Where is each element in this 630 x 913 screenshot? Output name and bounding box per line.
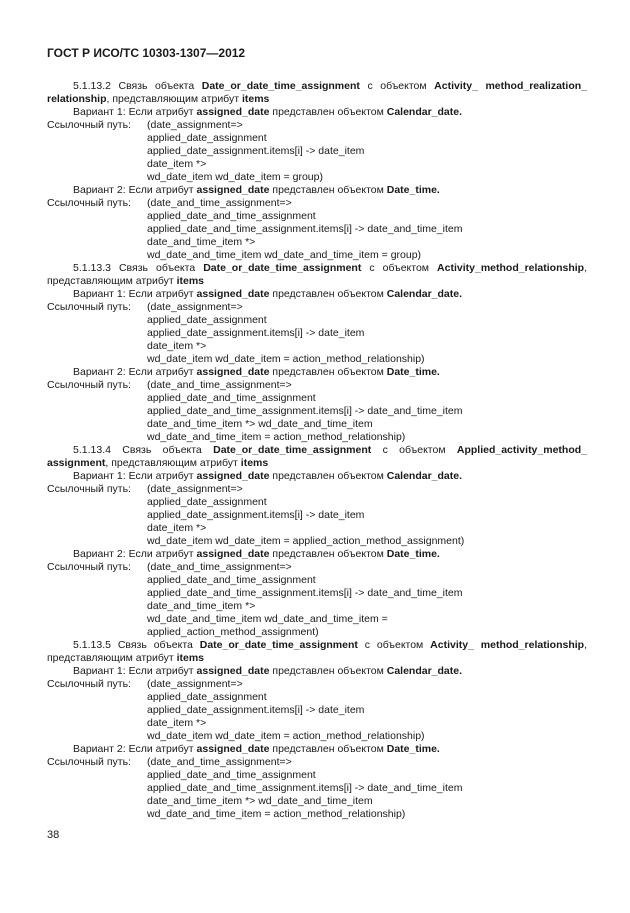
reference-path-label: Ссылочный путь: — [47, 756, 131, 768]
reference-path-line: date_and_time_item *> wd_date_and_time_item — [147, 418, 373, 430]
reference-path-line: applied_date_assignment.items[i] -> date_item — [147, 327, 365, 339]
reference-path-line: date_item *> — [147, 340, 207, 352]
reference-path-label: Ссылочный путь: — [47, 678, 131, 690]
reference-path-line: Ссылочный путь: (date_assignment=> — [47, 678, 243, 690]
reference-path-line: Ссылочный путь: (date_assignment=> — [47, 119, 243, 131]
section-title: 5.1.13.4 Связь объекта Date_or_date_time_assignment с объектом Applied_activity_method_ — [73, 444, 587, 456]
reference-path-line: applied_date_and_time_assignment.items[i] -> date_and_time_item — [147, 782, 463, 794]
reference-path-line: applied_date_and_time_assignment.items[i] -> date_and_time_item — [147, 405, 463, 417]
reference-path-line: applied_date_and_time_assignment — [147, 210, 316, 222]
reference-path-line: applied_date_and_time_assignment — [147, 392, 316, 404]
reference-path-label: Ссылочный путь: — [47, 561, 131, 573]
reference-path-line: Ссылочный путь: (date_and_time_assignment=> — [47, 379, 292, 391]
reference-path-line: wd_date_and_time_item = action_method_relationship) — [147, 431, 406, 443]
reference-path-line: applied_date_assignment.items[i] -> date_item — [147, 145, 365, 157]
reference-path-label: Ссылочный путь: — [47, 379, 131, 391]
reference-path-line: wd_date_item wd_date_item = applied_action_method_assignment) — [147, 535, 465, 547]
reference-path-line: Ссылочный путь: (date_and_time_assignment=> — [47, 561, 292, 573]
reference-path-line: Ссылочный путь: (date_assignment=> — [47, 483, 243, 495]
variant-heading: Вариант 2: Если атрибут assigned_date представлен объектом Date_time. — [73, 743, 440, 755]
reference-path-line: applied_date_assignment.items[i] -> date_item — [147, 704, 365, 716]
reference-path-line: applied_date_assignment — [147, 691, 267, 703]
reference-path-line: date_item *> — [147, 158, 207, 170]
reference-path-label: Ссылочный путь: — [47, 483, 131, 495]
reference-path-line: applied_action_method_assignment) — [147, 626, 319, 638]
reference-path-label: Ссылочный путь: — [47, 197, 131, 209]
reference-path-line: wd_date_item wd_date_item = action_method_relationship) — [147, 353, 425, 365]
variant-heading: Вариант 2: Если атрибут assigned_date представлен объектом Date_time. — [73, 548, 440, 560]
reference-path-line: wd_date_and_time_item wd_date_and_time_item = group) — [147, 249, 422, 261]
reference-path-line: applied_date_and_time_assignment — [147, 769, 316, 781]
reference-path-line: wd_date_item wd_date_item = action_method_relationship) — [147, 730, 425, 742]
reference-path-line: date_and_time_item *> — [147, 236, 256, 248]
document-body — [47, 80, 587, 821]
reference-path-line: applied_date_assignment — [147, 314, 267, 326]
reference-path-line: applied_date_and_time_assignment — [147, 574, 316, 586]
reference-path-line: wd_date_item wd_date_item = group) — [147, 171, 323, 183]
variant-heading: Вариант 1: Если атрибут assigned_date представлен объектом Calendar_date. — [73, 665, 463, 677]
variant-heading: Вариант 2: Если атрибут assigned_date представлен объектом Date_time. — [73, 366, 440, 378]
section-title-cont: представляющим атрибут items — [47, 652, 205, 664]
reference-path-label: Ссылочный путь: — [47, 301, 131, 313]
page-number: 38 — [47, 829, 60, 841]
variant-heading: Вариант 2: Если атрибут assigned_date представлен объектом Date_time. — [73, 184, 440, 196]
reference-path-line: applied_date_assignment — [147, 496, 267, 508]
reference-path-line: Ссылочный путь: (date_and_time_assignment=> — [47, 197, 292, 209]
reference-path-line: applied_date_and_time_assignment.items[i] -> date_and_time_item — [147, 587, 463, 599]
reference-path-label: Ссылочный путь: — [47, 119, 131, 131]
section-title-cont: assignment, представляющим атрибут items — [47, 457, 269, 469]
section-title-cont: relationship, представляющим атрибут items — [47, 93, 270, 105]
section-title: 5.1.13.3 Связь объекта Date_or_date_time_assignment с объектом Activity_method_relationship, — [73, 262, 587, 274]
reference-path-line: Ссылочный путь: (date_and_time_assignment=> — [47, 756, 292, 768]
section-title: 5.1.13.2 Связь объекта Date_or_date_time_assignment с объектом Activity_ method_realization_ — [73, 80, 587, 92]
reference-path-line: applied_date_assignment — [147, 132, 267, 144]
reference-path-line: date_item *> — [147, 522, 207, 534]
variant-heading: Вариант 1: Если атрибут assigned_date представлен объектом Calendar_date. — [73, 470, 463, 482]
reference-path-line: date_and_time_item *> — [147, 600, 256, 612]
section-title-cont: представляющим атрибут items — [47, 275, 205, 287]
reference-path-line: applied_date_and_time_assignment.items[i] -> date_and_time_item — [147, 223, 463, 235]
reference-path-line: Ссылочный путь: (date_assignment=> — [47, 301, 243, 313]
variant-heading: Вариант 1: Если атрибут assigned_date представлен объектом Calendar_date. — [73, 106, 463, 118]
page-header: ГОСТ Р ИСО/ТС 10303-1307—2012 — [47, 46, 246, 60]
reference-path-line: wd_date_and_time_item = action_method_relationship) — [147, 808, 406, 820]
reference-path-line: applied_date_assignment.items[i] -> date_item — [147, 509, 365, 521]
section-title: 5.1.13.5 Связь объекта Date_or_date_time_assignment с объектом Activity_ method_relationship, — [73, 639, 587, 651]
reference-path-line: wd_date_and_time_item wd_date_and_time_item = — [147, 613, 388, 625]
reference-path-line: date_item *> — [147, 717, 207, 729]
variant-heading: Вариант 1: Если атрибут assigned_date представлен объектом Calendar_date. — [73, 288, 463, 300]
reference-path-line: date_and_time_item *> wd_date_and_time_item — [147, 795, 373, 807]
